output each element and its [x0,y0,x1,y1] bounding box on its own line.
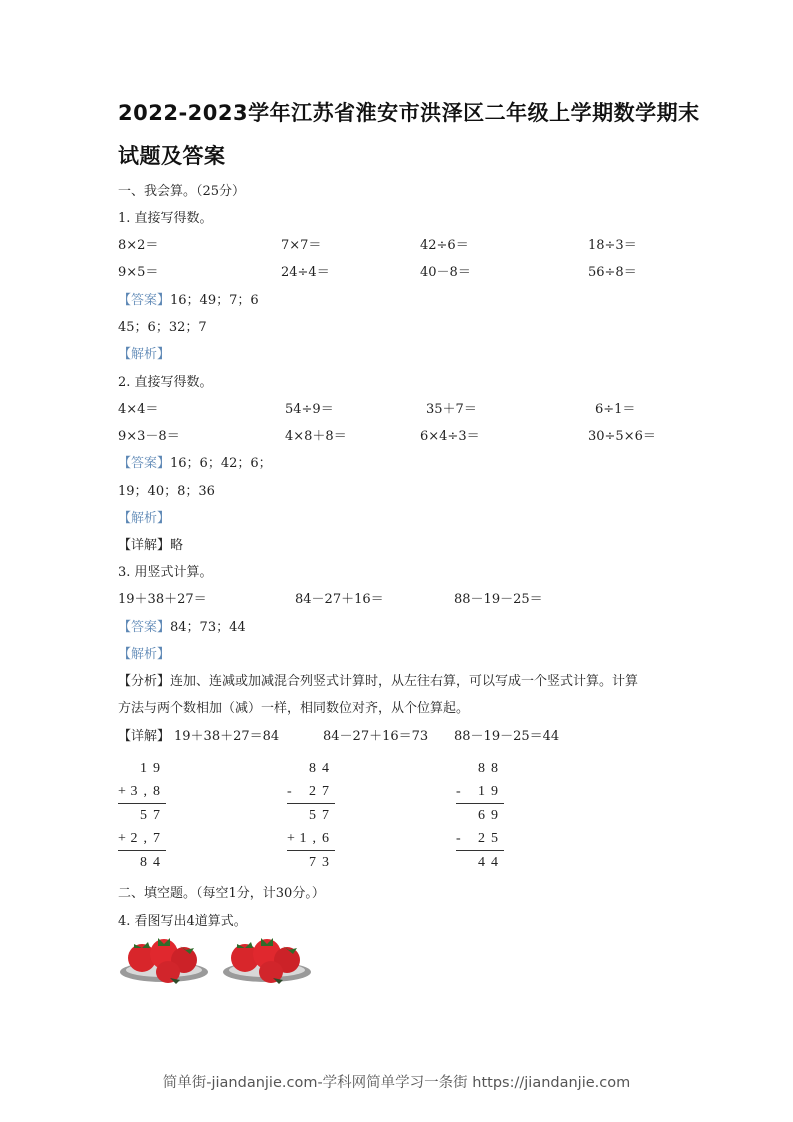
document-title-line2: 试题及答案 [118,144,226,168]
q2-answer-line2: 19；40；8；36 [118,484,215,499]
q2-answer [118,452,272,471]
vc-num: 19 [478,784,504,799]
q1-problem: 24÷4＝ [281,265,330,280]
document-title-line1: 2022-2023学年江苏省淮安市洪泽区二年级上学期数学期末 [118,101,700,125]
q2-row-2 [118,425,678,443]
vc-operator: - [456,831,461,846]
vc-result: 73 [287,850,335,874]
vc-top: 84 [309,761,335,776]
q2-problem: 54÷9＝ [285,402,334,417]
q2-detail: 【详解】略 [118,538,184,553]
q1-label: 1. 直接写得数。 [118,211,213,226]
strawberry-plate-image [221,934,313,986]
detail-result: 19＋38＋27＝84 [174,729,280,744]
answer-tag: 【答案】 [118,620,171,635]
detail-tag: 【详解】 [118,729,171,744]
q1-row-1 [118,234,678,252]
q3-analysis-tag: 【解析】 [118,647,171,662]
detail-result: 88－19－25＝44 [454,729,560,744]
q2-problem: 6÷1＝ [595,402,636,417]
q1-row-2 [118,261,678,279]
q3-answer [118,616,246,635]
strawberry-plate-image [118,934,210,986]
vc-num: 1,6 [299,831,335,846]
q1-problem: 9×5＝ [118,265,159,280]
vc-operator: - [287,784,292,799]
q3-detail [118,725,678,743]
q3-problem: 19＋38＋27＝ [118,592,207,607]
section2-heading: 二、填空题。（每空1分，计30分。） [118,886,325,901]
vc-operator: + [118,784,126,799]
q3-problem: 84－27＋16＝ [295,592,384,607]
q2-label: 2. 直接写得数。 [118,375,213,390]
q1-analysis-tag: 【解析】 [118,347,171,362]
q1-problem: 56÷8＝ [588,265,637,280]
vc-num: 3,8 [130,784,166,799]
fenxi-text: 连加、连减或加减混合列竖式计算时，从左往右算，可以写成一个竖式计算。计算 [170,674,639,689]
vc-top: 19 [140,761,166,776]
q1-problem: 42÷6＝ [420,238,469,253]
vertical-calc-1 [118,757,166,874]
q2-analysis-tag: 【解析】 [118,511,171,526]
q3-label: 3. 用竖式计算。 [118,565,213,580]
answer-tag: 【答案】 [118,293,171,308]
vc-result: 69 [456,803,504,827]
q1-problem: 18÷3＝ [588,238,637,253]
q2-problem: 35＋7＝ [426,402,477,417]
section1-heading: 一、我会算。（25分） [118,184,246,199]
vc-result: 57 [287,803,335,827]
q1-problem: 8×2＝ [118,238,159,253]
vc-result: 57 [118,803,166,827]
answer-values: 16；49；7；6 [170,293,259,308]
q2-row-1 [118,398,678,416]
fenxi-tag: 【分析】 [118,674,171,689]
q1-answer-line2: 45；6；32；7 [118,320,207,335]
q3-fenxi-line2: 方法与两个数相加（减）一样，相同数位对齐，从个位算起。 [118,701,470,716]
vertical-calc-2 [287,757,335,874]
vc-top: 88 [478,761,504,776]
vc-num: 2,7 [130,831,166,846]
q4-label: 4. 看图写出4道算式。 [118,914,247,929]
q2-problem: 4×4＝ [118,402,159,417]
q2-problem: 30÷5×6＝ [588,429,656,444]
answer-values: 84；73；44 [170,620,246,635]
vc-num: 25 [478,831,504,846]
vc-result: 44 [456,850,504,874]
detail-result: 84－27＋16＝73 [323,729,429,744]
vc-operator: + [118,831,126,846]
q3-problem: 88－19－25＝ [454,592,543,607]
q1-answer [118,289,259,308]
answer-values: 16；6；42；6； [170,456,272,471]
vc-num: 27 [309,784,335,799]
footer-watermark: 简单街-jiandanjie.com-学科网简单学习一条街 https://jiandanjie.com [162,1075,631,1091]
vc-result: 84 [118,850,166,874]
q1-problem: 7×7＝ [281,238,322,253]
q2-problem: 4×8＋8＝ [285,429,347,444]
q2-problem: 9×3－8＝ [118,429,180,444]
q3-fenxi [118,670,638,689]
q3-problems [118,588,678,606]
vc-operator: - [456,784,461,799]
q1-problem: 40－8＝ [420,265,471,280]
answer-tag: 【答案】 [118,456,171,471]
vc-operator: + [287,831,295,846]
vertical-calc-3 [456,757,504,874]
q2-problem: 6×4÷3＝ [420,429,480,444]
